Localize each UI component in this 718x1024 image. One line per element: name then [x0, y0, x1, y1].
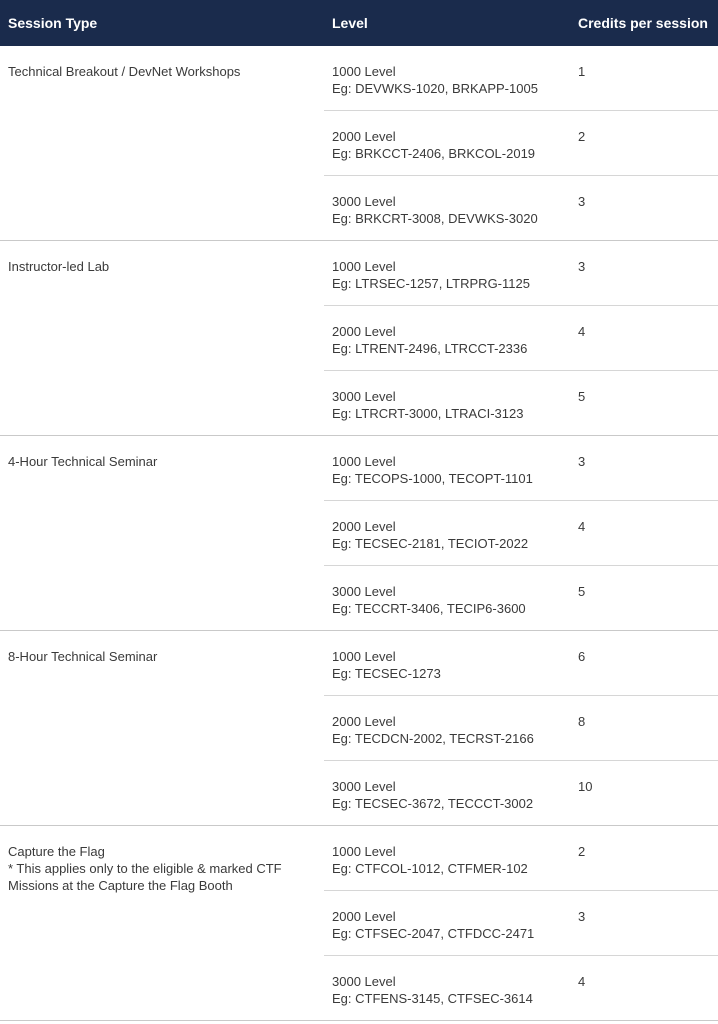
level-label: 2000 Level	[332, 129, 396, 144]
header-credits: Credits per session	[578, 15, 708, 31]
level-cell	[332, 258, 530, 292]
level-example: Eg: LTRENT-2496, LTRCCT-2336	[332, 341, 528, 356]
table-row	[324, 436, 718, 501]
credits-value: 3	[578, 454, 586, 469]
table-row	[324, 306, 718, 371]
table-row	[324, 891, 718, 956]
level-cell	[332, 453, 533, 487]
level-cell	[332, 973, 533, 1007]
credits-value: 4	[578, 974, 586, 989]
level-example: Eg: CTFSEC-2047, CTFDCC-2471	[332, 926, 535, 941]
header-session-type: Session Type	[8, 15, 98, 31]
credits-value: 2	[578, 129, 586, 144]
level-label: 2000 Level	[332, 324, 396, 339]
table-row	[324, 501, 718, 566]
level-cell	[332, 128, 535, 162]
level-label: 1000 Level	[332, 259, 396, 274]
level-label: 3000 Level	[332, 584, 396, 599]
session-type-cell	[0, 436, 324, 630]
table-row	[324, 956, 718, 1020]
session-group	[0, 631, 718, 826]
level-label: 1000 Level	[332, 454, 396, 469]
session-type-cell	[0, 631, 324, 825]
level-cell	[332, 323, 527, 357]
session-group	[0, 436, 718, 631]
level-cell	[332, 843, 528, 877]
session-type-cell	[0, 826, 324, 1020]
credits-value: 3	[578, 909, 586, 924]
level-example: Eg: TECOPS-1000, TECOPT-1101	[332, 471, 533, 486]
table-row	[324, 696, 718, 761]
level-cell	[332, 518, 528, 552]
table-row	[324, 371, 718, 435]
level-example: Eg: TECSEC-1273	[332, 666, 441, 681]
level-cell	[332, 583, 526, 617]
session-group	[0, 46, 718, 241]
table-row	[324, 761, 718, 825]
level-example: Eg: LTRSEC-1257, LTRPRG-1125	[332, 276, 530, 291]
credits-value: 3	[578, 194, 586, 209]
level-example: Eg: TECSEC-2181, TECIOT-2022	[332, 536, 529, 551]
level-cell	[332, 908, 534, 942]
level-label: 1000 Level	[332, 64, 396, 79]
session-type-label: Technical Breakout / DevNet Workshops	[8, 64, 241, 79]
level-example: Eg: CTFENS-3145, CTFSEC-3614	[332, 991, 533, 1006]
level-example: Eg: DEVWKS-1020, BRKAPP-1005	[332, 81, 538, 96]
level-label: 2000 Level	[332, 519, 396, 534]
level-label: 2000 Level	[332, 909, 396, 924]
credits-value: 10	[578, 779, 593, 794]
table-row	[324, 176, 718, 240]
session-type-label: Instructor-led Lab	[8, 259, 110, 274]
level-label: 1000 Level	[332, 844, 396, 859]
credits-value: 3	[578, 259, 586, 274]
level-label: 2000 Level	[332, 714, 396, 729]
level-label: 3000 Level	[332, 974, 396, 989]
credits-value: 2	[578, 844, 586, 859]
session-type-cell	[0, 241, 324, 435]
table-row	[324, 566, 718, 630]
level-label: 1000 Level	[332, 649, 396, 664]
session-group	[0, 241, 718, 436]
table-header	[0, 0, 718, 46]
credits-value: 5	[578, 389, 586, 404]
credits-value: 6	[578, 649, 586, 664]
credits-value: 4	[578, 324, 586, 339]
level-label: 3000 Level	[332, 389, 396, 404]
level-example: Eg: TECDCN-2002, TECRST-2166	[332, 731, 534, 746]
level-label: 3000 Level	[332, 779, 396, 794]
level-cell	[332, 648, 441, 682]
level-example: Eg: BRKCCT-2406, BRKCOL-2019	[332, 146, 536, 161]
level-cell	[332, 63, 538, 97]
level-cell	[332, 778, 533, 812]
level-cell	[332, 713, 534, 747]
session-type-cell	[0, 46, 324, 240]
table-row	[324, 631, 718, 696]
credits-value: 1	[578, 64, 586, 79]
level-cell	[332, 193, 538, 227]
level-example: Eg: LTRCRT-3000, LTRACI-3123	[332, 406, 524, 421]
level-label: 3000 Level	[332, 194, 396, 209]
session-type-note: * This applies only to the eligible & marked CTF Missions at the Capture the Flag Booth	[8, 861, 282, 893]
table-row	[324, 826, 718, 891]
session-type-label: 4-Hour Technical Seminar	[8, 454, 158, 469]
session-group	[0, 826, 718, 1021]
session-type-label: Capture the Flag	[8, 844, 105, 859]
table-row	[324, 241, 718, 306]
credits-value: 5	[578, 584, 586, 599]
table-row	[324, 111, 718, 176]
credits-value: 4	[578, 519, 586, 534]
session-type-label: 8-Hour Technical Seminar	[8, 649, 158, 664]
level-cell	[332, 388, 523, 422]
credits-value: 8	[578, 714, 586, 729]
table-row	[324, 46, 718, 111]
level-example: Eg: BRKCRT-3008, DEVWKS-3020	[332, 211, 538, 226]
level-example: Eg: TECSEC-3672, TECCCT-3002	[332, 796, 534, 811]
level-example: Eg: CTFCOL-1012, CTFMER-102	[332, 861, 528, 876]
level-example: Eg: TECCRT-3406, TECIP6-3600	[332, 601, 526, 616]
header-level: Level	[332, 15, 368, 31]
